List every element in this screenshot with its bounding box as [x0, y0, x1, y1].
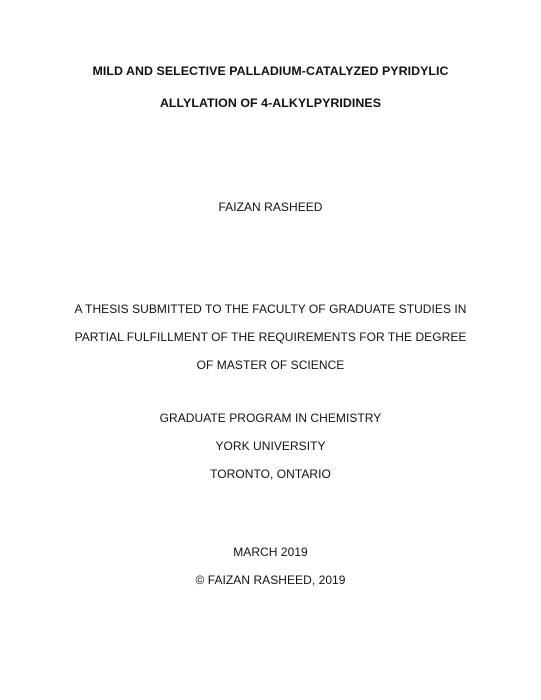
- author-name: FAIZAN RASHEED: [218, 200, 323, 214]
- thesis-title-line-1: MILD AND SELECTIVE PALLADIUM-CATALYZED PYRIDYLIC: [92, 64, 449, 78]
- thesis-statement-line-1: A THESIS SUBMITTED TO THE FACULTY OF GRADUATE STUDIES IN: [74, 302, 467, 316]
- thesis-title-line-2: ALLYLATION OF 4-ALKYLPYRIDINES: [159, 96, 382, 110]
- graduate-program: GRADUATE PROGRAM IN CHEMISTRY: [159, 411, 382, 425]
- submission-date: MARCH 2019: [233, 545, 308, 559]
- university-name: YORK UNIVERSITY: [215, 439, 326, 453]
- copyright-notice: © FAIZAN RASHEED, 2019: [195, 573, 346, 587]
- thesis-statement-line-3: OF MASTER OF SCIENCE: [196, 358, 345, 372]
- university-location: TORONTO, ONTARIO: [210, 467, 331, 481]
- thesis-statement-line-2: PARTIAL FULFILLMENT OF THE REQUIREMENTS FOR THE DEGREE: [74, 330, 467, 344]
